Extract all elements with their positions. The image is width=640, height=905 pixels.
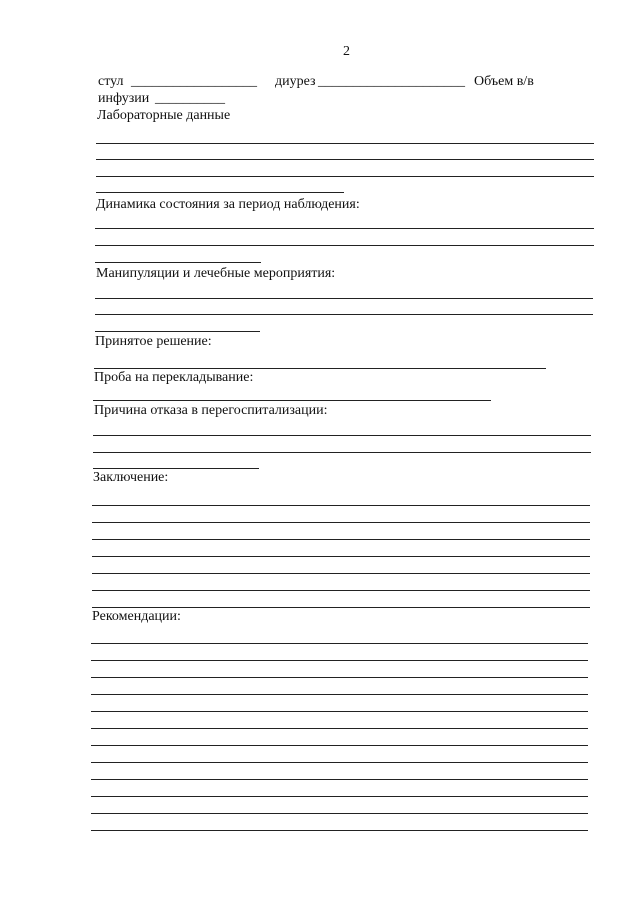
recommendations-line <box>91 694 588 695</box>
recommendations-line <box>91 762 588 763</box>
conclusion-line <box>92 556 590 557</box>
recommendations-line <box>91 779 588 780</box>
dynamics-line <box>95 245 594 246</box>
infusion-label: инфузии <box>98 91 150 106</box>
recommendations-line <box>91 830 588 831</box>
manipulations-heading: Манипуляции и лечебные мероприятия: <box>96 266 336 281</box>
lab-data-heading: Лабораторные данные <box>97 108 231 123</box>
page-number: 2 <box>343 44 350 59</box>
conclusion-line <box>92 505 590 506</box>
conclusion-line <box>92 539 590 540</box>
transfer-test-line <box>93 400 491 401</box>
diuresis-blank: _____________________ <box>318 74 465 89</box>
recommendations-line <box>91 728 588 729</box>
transfer-test-heading: Проба на перекладывание: <box>94 370 254 385</box>
refusal-reason-line <box>93 452 591 453</box>
manipulations-line-short <box>95 331 260 332</box>
lab-data-line <box>96 176 594 177</box>
recommendations-line <box>91 711 588 712</box>
lab-data-line-short <box>96 192 344 193</box>
stool-label: стул <box>98 74 124 89</box>
dynamics-line <box>95 228 594 229</box>
refusal-reason-line <box>93 435 591 436</box>
stool-blank: __________________ <box>131 74 257 89</box>
recommendations-line <box>91 643 588 644</box>
recommendations-line <box>91 813 588 814</box>
recommendations-line <box>91 745 588 746</box>
decision-line <box>94 368 546 369</box>
lab-data-line <box>96 159 594 160</box>
recommendations-line <box>91 660 588 661</box>
conclusion-line <box>92 590 590 591</box>
manipulations-line <box>95 298 593 299</box>
infusion-blank: __________ <box>155 91 225 106</box>
diuresis-label: диурез <box>275 74 316 89</box>
dynamics-line-short <box>95 262 261 263</box>
recommendations-line <box>91 677 588 678</box>
volume-label: Объем в/в <box>474 74 534 89</box>
decision-heading: Принятое решение: <box>95 334 212 349</box>
dynamics-heading: Динамика состояния за период наблюдения: <box>96 197 360 212</box>
conclusion-line <box>92 607 590 608</box>
conclusion-line <box>92 573 590 574</box>
refusal-reason-heading: Причина отказа в перегоспитализации: <box>94 403 328 418</box>
recommendations-heading: Рекомендации: <box>92 609 181 624</box>
lab-data-line <box>96 143 594 144</box>
manipulations-line <box>95 314 593 315</box>
refusal-reason-line-short <box>93 468 259 469</box>
conclusion-line <box>92 522 590 523</box>
conclusion-heading: Заключение: <box>93 470 169 485</box>
recommendations-line <box>91 796 588 797</box>
